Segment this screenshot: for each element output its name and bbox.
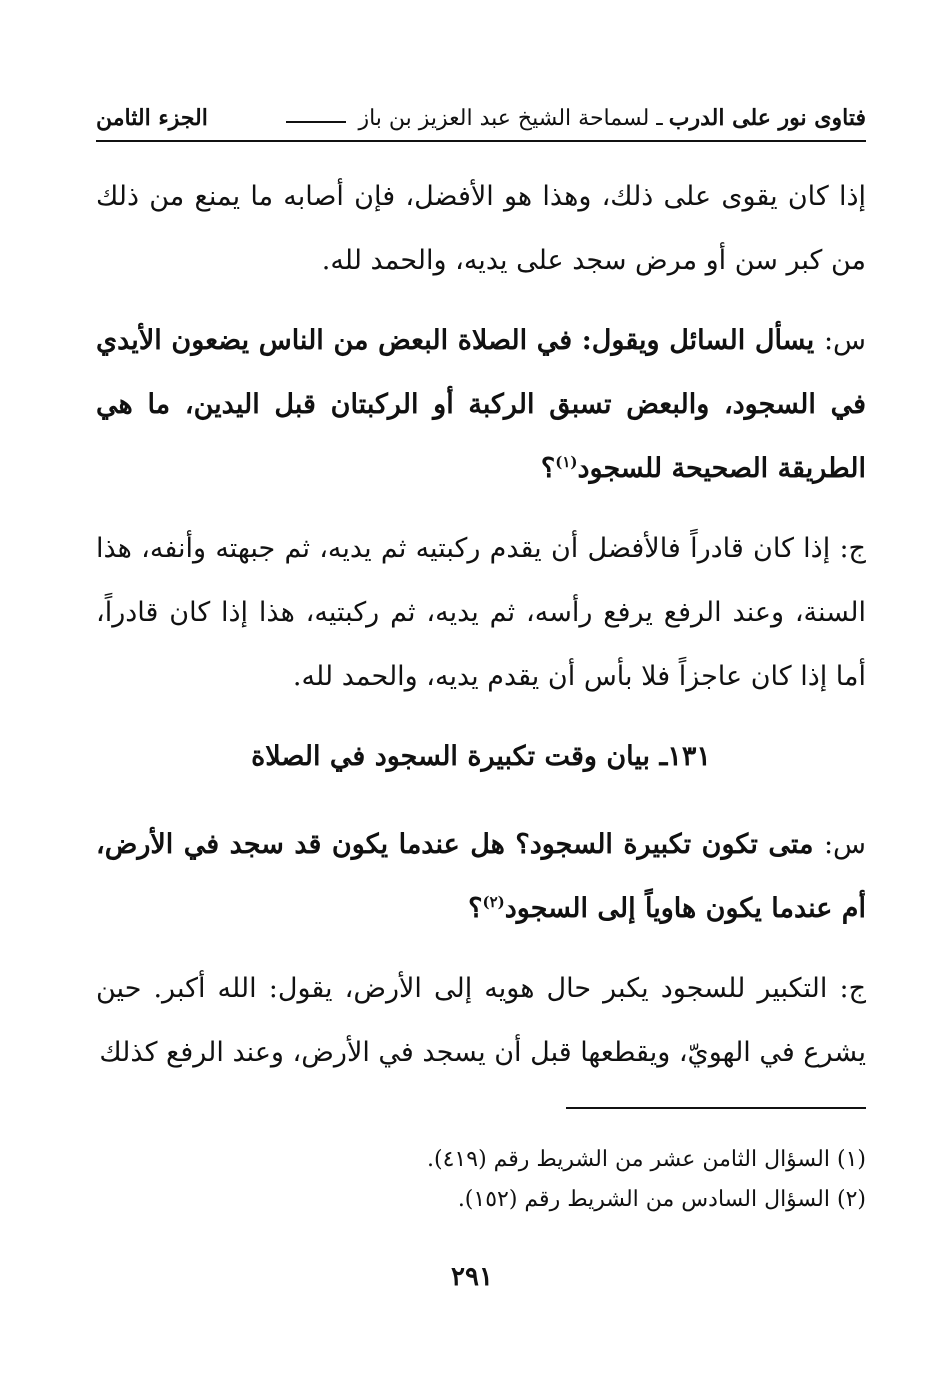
- footnote-ref: (٢): [482, 893, 505, 911]
- footnote-1: (١) السؤال الثامن عشر من الشريط رقم (٤١٩).: [427, 1147, 866, 1172]
- question-end: ؟: [540, 453, 556, 484]
- footnote-divider: [566, 1107, 866, 1109]
- header-title-group: [280, 105, 866, 131]
- running-header: [96, 96, 866, 142]
- question-mark-label: س:: [823, 325, 867, 356]
- author-name: ـ لسماحة الشيخ عبد العزيز بن باز: [358, 105, 663, 131]
- footnote-ref: (١): [555, 453, 578, 471]
- paragraph-continuation: إذا كان يقوى على ذلك، وهذا هو الأفضل، فإن أصابه ما يمنع من ذلك من كبر سن أو مرض سجد على يديه، والحمد لله.: [96, 181, 866, 276]
- question-text: متى تكون تكبيرة السجود؟ هل عندما يكون قد سجد في الأرض، أم عندما يكون هاوياً إلى السجود: [96, 829, 866, 924]
- answer-2: ج: التكبير للسجود يكبر حال هويه إلى الأرض، يقول: الله أكبر. حين يشرع في الهويّ، ويقطعها قبل أن يسجد في الأرض، وعند الرفع كذلك: [96, 973, 866, 1068]
- question-text: يسأل السائل ويقول: في الصلاة البعض من الناس يضعون الأيدي في السجود، والبعض تسبق الركبة أو الركبتان قبل اليدين، ما هي الطريقة الصحيحة للسجود: [96, 325, 866, 484]
- footnote-2: (٢) السؤال السادس من الشريط رقم (١٥٢).: [457, 1187, 866, 1212]
- book-title: فتاوى نور على الدرب: [668, 105, 866, 131]
- section-heading: ١٣١ـ بيان وقت تكبيرة السجود في الصلاة: [251, 741, 711, 772]
- answer-1: ج: إذا كان قادراً فالأفضل أن يقدم ركبتيه ثم يديه، ثم جبهته وأنفه، هذا السنة، وعند الرفع يرفع رأسه، ثم يديه، ثم ركبتيه، هذا إذا كان قادراً، أما إذا كان عاجزاً فلا بأس أن يقدم يديه، والحمد لله.: [96, 533, 866, 692]
- volume-part: الجزء الثامن: [96, 105, 208, 131]
- footnotes: [96, 1140, 866, 1220]
- question-1: [96, 309, 866, 501]
- question-end: ؟: [468, 893, 483, 924]
- header-rule-segment: [286, 121, 346, 123]
- page-body: [96, 165, 866, 1101]
- question-mark-label: س:: [823, 829, 866, 860]
- question-2: [96, 813, 866, 941]
- page-number: ٢٩١: [451, 1262, 493, 1292]
